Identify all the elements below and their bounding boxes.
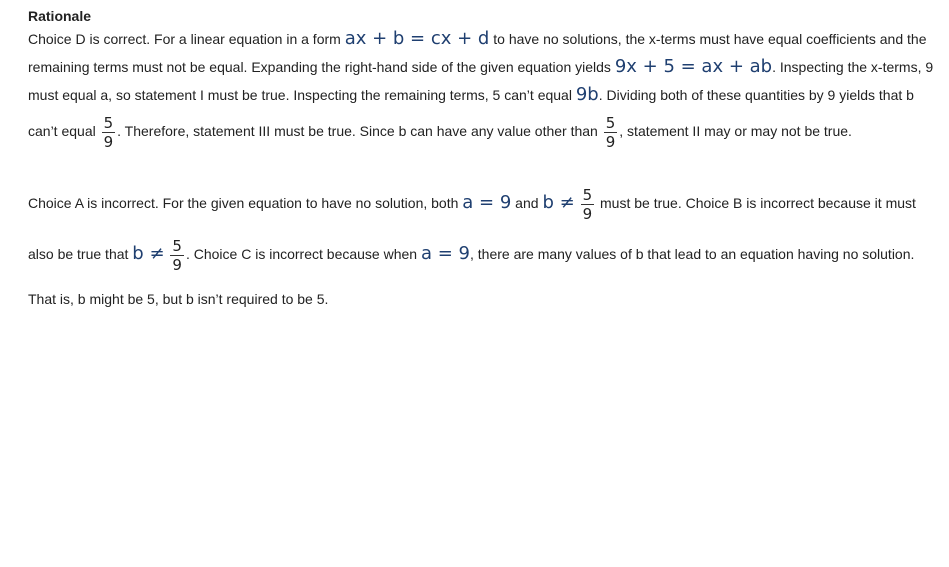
paragraph-2-line-3 <box>28 289 328 309</box>
fraction-denominator: 9 <box>582 205 593 223</box>
text-segment: . Dividing both of these quantities by 9 yields that b <box>598 87 914 103</box>
text-segment: remaining terms must not be equal. Expanding the right-hand side of the given equation yields <box>28 59 615 75</box>
paragraph-1-line-4 <box>28 114 852 151</box>
text-segment: . Therefore, statement III must be true. Since b can have any value other than <box>117 123 602 140</box>
fraction-numerator: 5 <box>582 186 593 204</box>
text-segment: to have no solutions, the x-terms must have equal coefficients and the <box>489 31 927 47</box>
text-segment: , there are many values of b that lead to an equation having no solution. <box>469 246 915 263</box>
fraction-denominator: 9 <box>172 256 182 274</box>
math-expression: 9b <box>575 84 599 105</box>
text-segment: Choice D is correct. For a linear equation in a form <box>28 31 345 47</box>
paragraph-1-line-3 <box>28 85 914 105</box>
text-segment: must equal a, so statement I must be true. Inspecting the remaining terms, 5 can’t equal <box>28 87 576 103</box>
text-segment: . Choice C is incorrect because when <box>185 246 421 263</box>
fraction-numerator: 5 <box>103 114 114 132</box>
text-segment: can’t equal <box>28 123 100 140</box>
fraction-denominator: 9 <box>103 133 114 151</box>
math-expression: ax + b = cx + d <box>344 28 490 49</box>
math-expression: 9x + 5 = ax + ab <box>614 56 773 77</box>
paragraph-2-line-2 <box>28 237 914 274</box>
paragraph-1-line-1 <box>28 29 926 49</box>
text-segment: Choice A is incorrect. For the given equation to have no solution, both <box>28 195 463 212</box>
fraction-numerator: 5 <box>605 114 616 132</box>
fraction <box>170 237 184 274</box>
text-segment: and <box>511 195 543 212</box>
paragraph-2-line-1 <box>28 186 916 223</box>
rationale-content <box>28 6 934 307</box>
math-expression: b ≠ <box>542 192 575 214</box>
fraction <box>102 114 116 151</box>
math-expression: a = 9 <box>462 192 512 214</box>
math-expression: b ≠ <box>132 243 165 265</box>
text-segment: That is, b might be 5, but b isn’t required to be 5. <box>28 291 329 307</box>
fraction-numerator: 5 <box>172 237 182 255</box>
text-segment: also be true that <box>28 246 133 263</box>
text-segment: must be true. Choice B is incorrect because it must <box>596 195 916 212</box>
math-expression: a = 9 <box>420 243 470 265</box>
fraction <box>604 114 618 151</box>
text-segment: , statement II may or may not be true. <box>619 123 852 140</box>
fraction <box>581 186 595 223</box>
text-segment: . Inspecting the x-terms, 9 <box>772 59 934 75</box>
fraction-denominator: 9 <box>605 133 616 151</box>
paragraph-1-line-2 <box>28 57 933 77</box>
rationale-heading: Rationale <box>28 8 92 24</box>
